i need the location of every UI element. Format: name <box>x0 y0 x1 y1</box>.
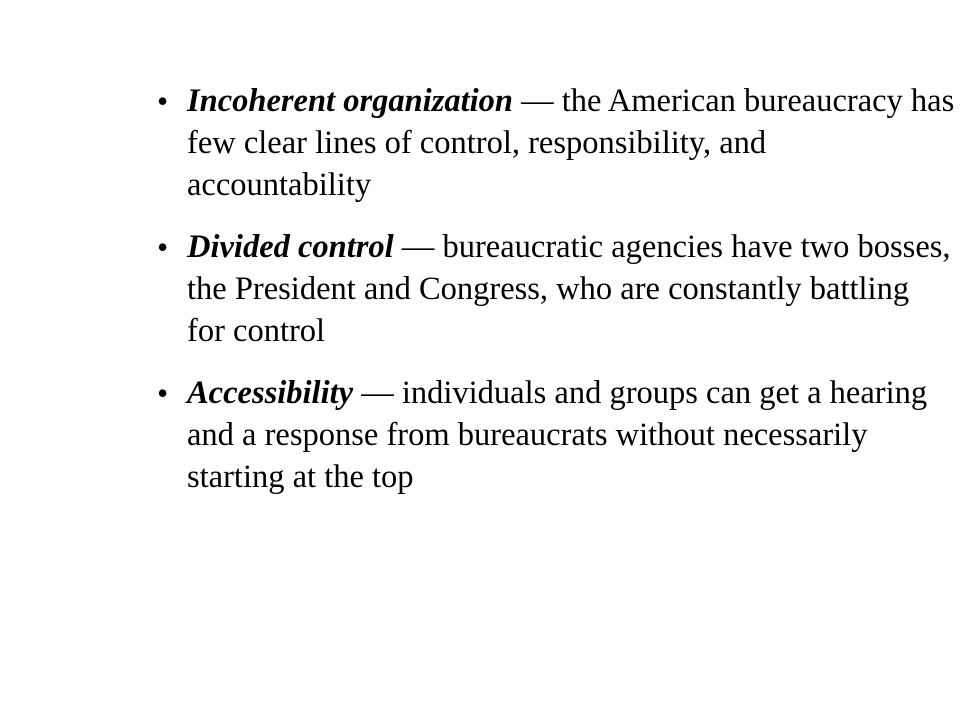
bullet-item-accessibility <box>155 372 955 498</box>
bullet-separator: — <box>353 375 402 411</box>
bullet-item-incoherent-organization <box>155 80 955 206</box>
bullet-text: bureaucratic agencies have two bosses, the President and Congress, who are constantly battling for control <box>187 229 951 349</box>
bullet-separator: — <box>393 229 443 265</box>
bullet-term: Incoherent organization <box>187 83 513 119</box>
bullet-term: Accessibility <box>187 375 354 411</box>
bullet-icon: • <box>157 83 169 119</box>
bullet-item-divided-control <box>155 226 955 352</box>
bullet-list <box>155 80 955 518</box>
bullet-term: Divided control <box>187 229 394 265</box>
bullet-separator: — <box>512 83 562 119</box>
bullet-text: the American bureaucracy has few clear lines of control, responsibility, and accountability <box>187 83 955 203</box>
bullet-icon: • <box>157 229 169 265</box>
bullet-text: individuals and groups can get a hearing and a response from bureaucrats without necessarily starting at the top <box>187 375 928 495</box>
bullet-icon: • <box>157 375 169 411</box>
